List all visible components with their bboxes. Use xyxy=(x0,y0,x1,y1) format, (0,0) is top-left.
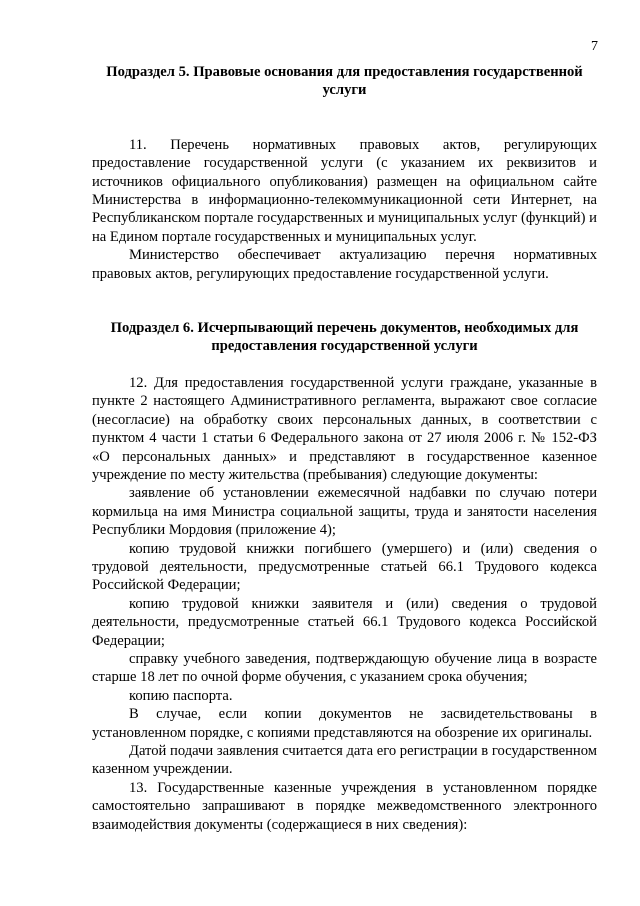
spacer xyxy=(92,356,597,374)
section-5-heading: Подраздел 5. Правовые основания для предоставления государственной услуги xyxy=(106,64,583,99)
list-item-applicant-workbook: копию трудовой книжки заявителя и (или) сведения о трудовой деятельности, предусмотренные статьей 66.1 Трудового кодекса Российской Федерации; xyxy=(92,595,597,649)
paragraph-13: 13. Государственные казенные учреждения в установленном порядке самостоятельно запрашивают в порядке межведомственного электронного взаимодействия документы (содержащиеся в них сведения): xyxy=(92,779,597,833)
list-item-school-certificate: справку учебного заведения, подтверждающую обучение лица в возрасте старше 18 лет по очной форме обучения, с указанием срока обучения; xyxy=(92,650,597,686)
spacer xyxy=(92,100,597,136)
paragraph-11: 11. Перечень нормативных правовых актов, регулирующих предоставление государственной услуги (с указанием их реквизитов и источников официального опубликования) размещен на официальном сайте Министерства в информационно-телекоммуникационной сети Интернет, на Республиканском портале государственных и муниципальных услуг (функций) и на Едином портале государственных и муниципальных услуг. xyxy=(92,136,597,245)
page-content xyxy=(92,63,597,834)
list-item-passport-copy: копию паспорта. xyxy=(129,687,233,704)
page-number: 7 xyxy=(591,39,598,54)
paragraph-12: 12. Для предоставления государственной услуги граждане, указанные в пункте 2 настоящего Административного регламента, выражают свое согласие (несогласие) на обработку своих персональных данных, в соответствии с пунктом 4 части 1 статьи 6 Федерального закона от 27 июля 2006 г. № 152-ФЗ «О персональных данных» и представляют в государственное казенное учреждение по месту жительства (пребывания) следующие документы: xyxy=(92,374,597,483)
list-item-application: заявление об установлении ежемесячной надбавки по случаю потери кормильца на имя Министра социальной защиты, труда и занятости населения Республики Мордовия (приложение 4); xyxy=(92,485,597,539)
section-6-heading: Подраздел 6. Исчерпывающий перечень документов, необходимых для предоставления государственной услуги xyxy=(110,320,579,355)
spacer xyxy=(92,283,597,319)
paragraph-filing-date: Датой подачи заявления считается дата его регистрации в государственном казенном учреждении. xyxy=(92,743,597,778)
paragraph-actualization: Министерство обеспечивает актуализацию перечня нормативных правовых актов, регулирующих предоставление государственной услуги. xyxy=(92,247,597,282)
paragraph-copies-originals: В случае, если копии документов не засвидетельствованы в установленном порядке, с копиями представляются на обозрение их оригиналы. xyxy=(92,706,597,741)
list-item-deceased-workbook: копию трудовой книжки погибшего (умершего) и (или) сведения о трудовой деятельности, предусмотренные статьей 66.1 Трудового кодекса Российской Федерации; xyxy=(92,540,597,594)
